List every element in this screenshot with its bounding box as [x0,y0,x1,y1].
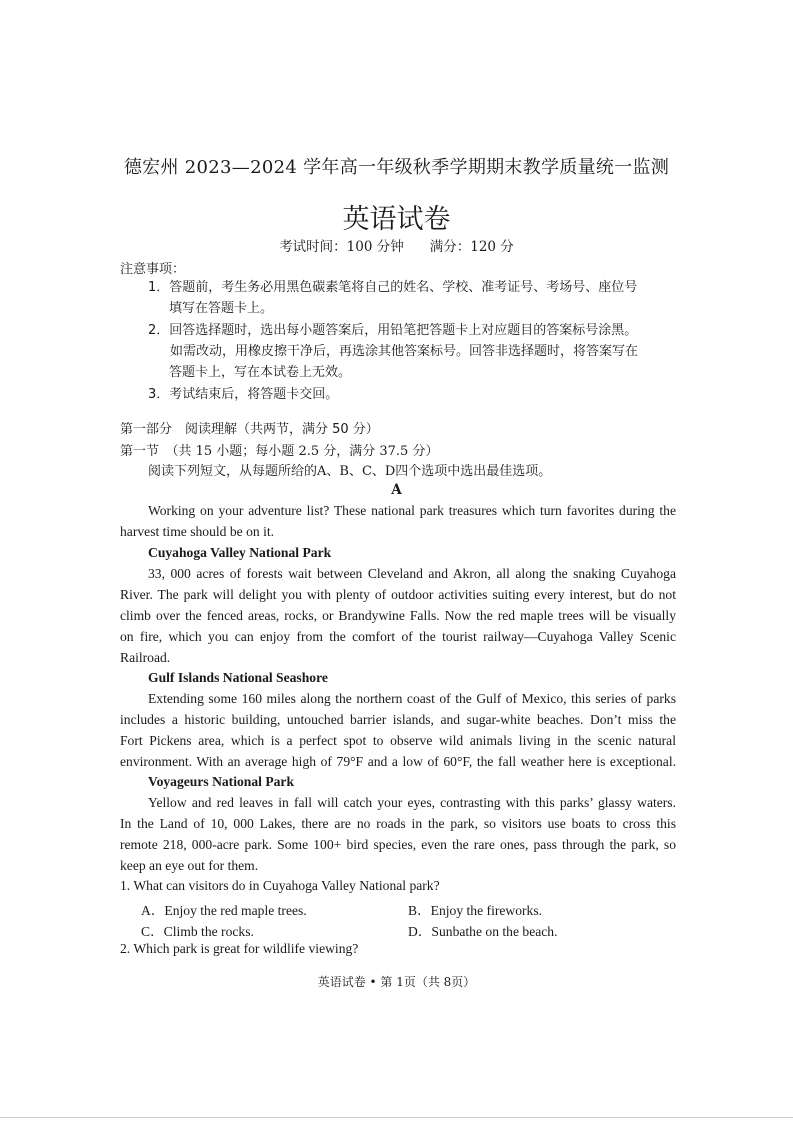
notice-item-1-cont: 填写在答题卡上。 [169,301,274,316]
paragraph-line: remote 218, 000-acre park. Some 100+ bird species, even the rare ones, pass through the park, so [120,837,676,852]
part-heading: 第一部分 阅读理解（共两节，满分 50 分） [120,422,379,437]
subject-title: 英语试卷 [342,204,451,235]
exam-info [0,235,793,255]
passage-intro-line: harvest time should be on it. [120,524,275,539]
question-1-option-a: A．Enjoy the red maple trees. [141,903,307,918]
notice-item-2-cont2: 答题卡上，写在本试卷上无效。 [169,365,352,380]
paragraph-line: Railroad. [120,650,171,665]
paragraph-line: on fire, which you can enjoy from the comfort of the tourist railway—Cuyahoga Valley Scenic [120,629,676,644]
passage-intro-line: Working on your adventure list? These national park treasures which turn favorites during the [148,503,676,518]
park-heading-cuyahoga: Cuyahoga Valley National Park [148,545,332,560]
notice-item-2-cont: 如需改动，用橡皮擦干净后，再选涂其他答案标号。回答非选择题时，将答案写在 [170,344,639,359]
passage-letter: A [391,482,402,498]
notice-item-1: 1．答题前，考生务必用黑色碳素笔将自己的姓名、学校、准考证号、考场号、座位号 [148,280,638,295]
paragraph-line: keep an eye out for them. [120,858,259,873]
question-2-stem: 2. Which park is great for wildlife viewing? [120,941,359,956]
park-heading-gulf-islands: Gulf Islands National Seashore [148,670,328,685]
paragraph-line: Yellow and red leaves in fall will catch your eyes, contrasting with this parks’ glassy waters. [148,795,676,810]
question-1-option-c: C．Climb the rocks. [141,924,254,939]
exam-score: 满分：120 分 [429,239,514,255]
instruction: 阅读下列短文，从每题所给的A、B、C、D四个选项中选出最佳选项。 [148,464,552,479]
exam-time: 考试时间：100 分钟 [279,239,404,255]
page-footer: 英语试卷 • 第 1页（共 8页） [317,975,476,989]
notice-item-3: 3．考试结束后，将答题卡交回。 [148,387,339,402]
paragraph-line: climb over the fenced areas, rocks, or Brandywine Falls. Now the red maple trees will be visually [120,608,676,623]
question-1-stem: 1. What can visitors do in Cuyahoga Valley National park? [120,878,440,893]
paragraph-line: includes a historic building, untouched barrier islands, and sugar-white beaches. Don’t miss the [120,712,676,727]
paragraph-line: environment. With an average high of 79°F and a low of 60°F, the fall weather here is exceptional. [120,754,676,769]
paragraph-line: Fort Pickens area, which is a perfect spot to observe wild animals living in the scenic natural [120,733,676,748]
paragraph-line: 33, 000 acres of forests wait between Cleveland and Akron, all along the snaking Cuyahoga [148,566,676,581]
paragraph-line: River. The park will delight you with plenty of outdoor activities suiting every interest, but do not [120,587,676,602]
exam-header-title: 德宏州 2023—2024 学年高一年级秋季学期期末教学质量统一监测 [123,157,670,178]
notice-title: 注意事项： [120,262,186,277]
question-1-option-b: B．Enjoy the fireworks. [408,903,543,918]
notice-item-2: 2．回答选择题时，选出每小题答案后，用铅笔把答题卡上对应题目的答案标号涂黑。 [148,323,638,338]
paragraph-line: Extending some 160 miles along the northern coast of the Gulf of Mexico, this series of parks [148,691,676,706]
subsection-heading: 第一节 （共 15 小题；每小题 2.5 分，满分 37.5 分） [120,444,439,459]
park-heading-voyageurs: Voyageurs National Park [148,774,295,789]
paragraph-line: In the Land of 10, 000 Lakes, there are no roads in the park, so visitors use boats to cross this [120,816,676,831]
question-1-option-d: D．Sunbathe on the beach. [408,924,558,939]
bottom-rule [0,1117,793,1118]
